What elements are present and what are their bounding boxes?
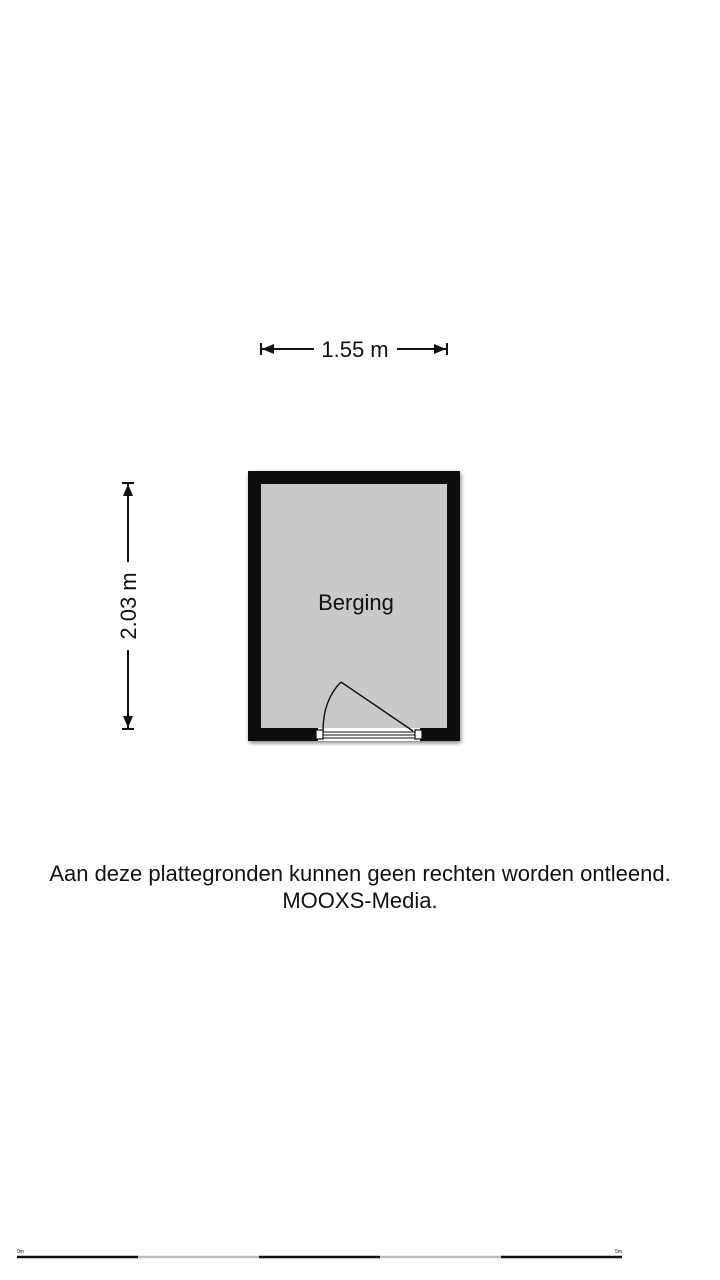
width-dimension: [261, 337, 447, 362]
door-jamb-right: [415, 730, 422, 739]
width-dimension-arrow-left: [262, 344, 274, 354]
width-dimension-label: 1.55 m: [321, 337, 389, 362]
scale-bar: [17, 1249, 622, 1257]
disclaimer-credit: MOOXS-Media.: [282, 888, 438, 913]
width-dimension-arrow-right: [434, 344, 446, 354]
disclaimer-text: Aan deze plattegronden kunnen geen rechten worden ontleend.: [49, 861, 671, 886]
height-dimension-arrow-bottom: [123, 716, 133, 728]
room-label: Berging: [318, 590, 394, 615]
room-berging: [248, 471, 460, 741]
scale-bar-start-label: 0m: [17, 1249, 24, 1255]
height-dimension-arrow-top: [123, 484, 133, 496]
door-jamb-left: [316, 730, 323, 739]
scale-bar-end-label: 5m: [615, 1249, 622, 1255]
height-dimension: [116, 483, 141, 729]
height-dimension-label: 2.03 m: [116, 572, 141, 640]
